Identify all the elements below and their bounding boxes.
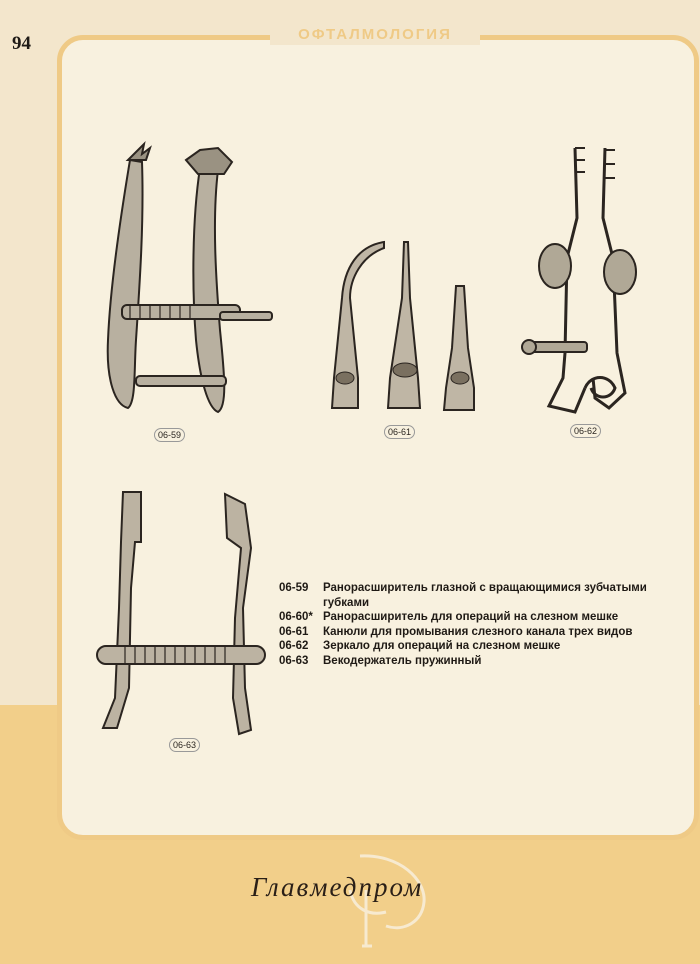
figure-code-06-59: 06-59 — [154, 428, 185, 442]
instrument-legend — [279, 581, 679, 668]
legend-description: Ранорасширитель глазной с вращающимися зубчатыми губками — [323, 582, 647, 609]
legend-code: 06-60* — [279, 611, 313, 623]
page-number: 94 — [12, 33, 31, 54]
legend-row — [279, 610, 679, 625]
instrument-06-63-illustration — [95, 488, 270, 738]
instrument-06-62-illustration — [515, 138, 640, 418]
legend-code: 06-59 — [279, 582, 309, 594]
legend-description: Зеркало для операций на слезном мешке — [323, 640, 561, 652]
legend-description: Векодержатель пружинный — [323, 654, 482, 667]
section-title: ОФТАЛМОЛОГИЯ — [270, 25, 480, 45]
legend-code: 06-63 — [279, 654, 309, 667]
figure-code-06-62: 06-62 — [570, 424, 601, 438]
legend-row — [279, 639, 679, 654]
legend-description: Ранорасширитель для операций на слезном мешке — [323, 611, 619, 623]
legend-row — [279, 654, 679, 669]
legend-code: 06-61 — [279, 625, 309, 638]
legend-row — [279, 625, 679, 640]
instrument-06-61-illustration — [318, 238, 488, 420]
brand-wordmark: Главмедпром — [251, 872, 424, 902]
figure-code-06-61: 06-61 — [384, 425, 415, 439]
legend-row — [279, 581, 679, 610]
figure-code-06-63: 06-63 — [169, 738, 200, 752]
legend-code: 06-62 — [279, 640, 309, 652]
legend-description: Канюли для промывания слезного канала трех видов — [323, 625, 633, 638]
instrument-06-59-illustration — [100, 140, 280, 420]
